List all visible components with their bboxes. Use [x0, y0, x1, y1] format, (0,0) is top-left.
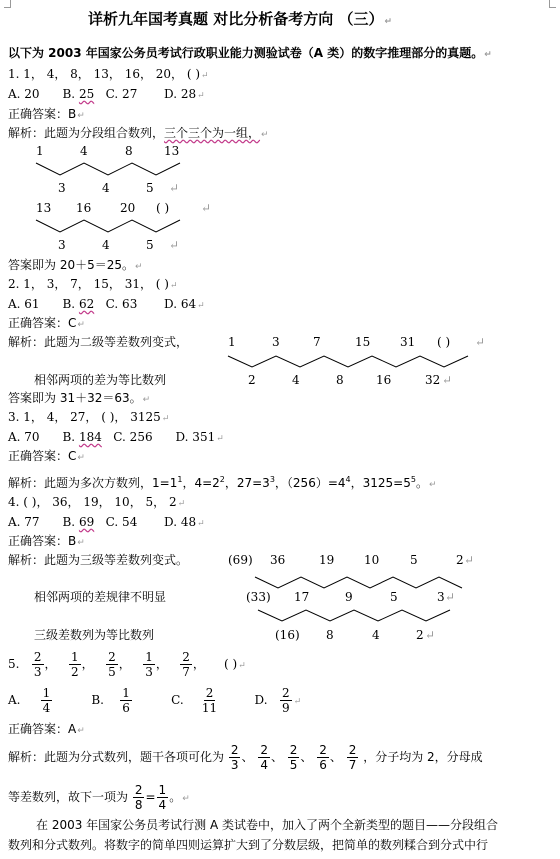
q2-conclusion: 答案即为 31＋32＝63。↵	[8, 391, 151, 405]
q2-sequence: 2. 1， 3， 7， 15， 31， ( )↵	[8, 277, 178, 291]
fraction: $\frac{1}{4}$	[42, 686, 51, 715]
q4-explanation: 解析：此题为三级等差数列变式。	[8, 553, 189, 567]
closing-paragraph-line1: 在 2003 年国家公务员考试行测 A 类试卷中，加入了两个全新类型的题目——分段组合	[36, 818, 499, 832]
diagram-bottom-number: 4	[292, 373, 300, 387]
fraction: $\frac{2}{9}$	[282, 686, 290, 715]
q2-note: 相邻两项的差为等比数列	[34, 373, 167, 387]
q2-answer: 正确答案：C↵	[8, 316, 85, 330]
diagram-third-number: 2	[416, 628, 424, 642]
fraction: $\frac{2}{5}$	[108, 650, 116, 679]
q1-options: A. 20 B. 25 C. 27 D. 28↵	[8, 87, 205, 101]
diagram-top-number: 19	[319, 553, 335, 567]
fraction: $\frac{2}{7}$	[348, 743, 357, 772]
fraction: $\frac{2}{11}$	[201, 686, 218, 715]
fraction: $\frac{1}{2}$	[71, 650, 79, 679]
q5-options: A. $\frac{1}{4}$ B. $\frac{1}{6}$ C. $\frac{2}{11}$ D. $\frac{2}{9}$ ↵	[8, 686, 302, 715]
diagram-top-number: 20	[120, 201, 136, 215]
q2-explanation: 解析：此题为二级等差数列变式，	[8, 335, 189, 349]
diagram-bottom-number: 2	[248, 373, 256, 387]
diagram-top-number: 10	[364, 553, 380, 567]
diagram-top-number: 13	[36, 201, 52, 215]
fraction: $\frac{2}{7}$	[182, 650, 190, 679]
diagram-top-number: ( )	[437, 335, 451, 349]
diagram-top-number: 7	[313, 335, 321, 349]
zigzag-line	[228, 356, 468, 367]
diagram-bottom-number: 17	[294, 590, 310, 604]
diagram-bottom-number: 16	[376, 373, 392, 387]
q4-sequence: 4. ( )， 36， 19， 10， 5， 2↵	[8, 495, 186, 509]
diagram-bottom-number: 4	[102, 238, 110, 252]
closing-paragraph-line2: 数列和分式数列。将数字的简单四则运算扩大到了分数层级，把简单的数列糅合到分式中行	[8, 838, 489, 852]
fraction: $\frac{2}{5}$	[289, 743, 298, 772]
diagram-bottom-number: 3	[58, 181, 66, 195]
diagram-bottom-number: 5	[146, 181, 154, 195]
fraction: $\frac{2}{3}$	[230, 743, 239, 772]
q3-sequence: 3. 1， 4， 27， ( )， 3125↵	[8, 410, 170, 424]
document-title: 详析九年国考真题 对比分析备考方向 （三）↵	[88, 10, 392, 28]
diagram-bottom-number: 32	[425, 373, 441, 387]
q5-explanation-cont: 等差数列，故下一项为 $\frac{2}{8}$ = $\frac{1}{4}$ 。↵	[8, 783, 190, 812]
diagram-bottom-number: (33)	[246, 590, 271, 604]
q3-answer: 正确答案：C↵	[8, 449, 85, 463]
zigzag-line	[36, 220, 180, 232]
diagram-top-number: 5	[410, 553, 418, 567]
diagram-bottom-number: 5	[390, 590, 398, 604]
diagram-third-number: 8	[326, 628, 334, 642]
diagram-top-number: 4	[80, 144, 88, 158]
fraction: $\frac{1}{4}$	[158, 783, 167, 812]
diagram-top-number: 3	[272, 335, 280, 349]
diagram-top-number: 15	[355, 335, 371, 349]
diagram-top-number: 8	[125, 144, 133, 158]
fraction: $\frac{2}{3}$	[33, 650, 42, 679]
fraction: $\frac{1}{6}$	[122, 686, 130, 715]
q3-explanation: 解析：此题为多次方数列，$1=1^1$，$4=2^2$，$27=3^3$，$(256)=4^4$，$3125=5^5$。↵	[8, 475, 437, 490]
diagram-bottom-number: 9	[345, 590, 353, 604]
q5-sequence: 5. $\frac{2}{3}$ ， $\frac{1}{2}$ ， $\frac{2}{5}$ ， $\frac{1}{3}$ ， $\frac{2}{7}$ ， ( )↵	[8, 650, 246, 679]
q3-options: A. 70 B. 184 C. 256 D. 351↵	[8, 430, 224, 444]
diagram-third-number: (16)	[275, 628, 300, 642]
diagram-third-number: 4	[372, 628, 380, 642]
q4-note: 相邻两项的差规律不明显	[34, 590, 167, 604]
q2-options: A. 61 B. 62 C. 63 D. 64↵	[8, 297, 205, 311]
q1-sequence: 1. 1， 4， 8， 13， 16， 20， ( )↵	[8, 67, 209, 81]
fraction: $\frac{2}{6}$	[319, 743, 327, 772]
q4-note2: 三级差数列为等比数列	[34, 628, 155, 642]
diagram-top-number: 13	[164, 144, 180, 158]
intro-line: 以下为 2003 年国家公务员考试行政职业能力测验试卷（A 类）的数字推理部分的真题。↵	[8, 46, 492, 60]
diagram-top-number: ( )	[156, 201, 170, 215]
diagram-top-number: 31	[400, 335, 416, 349]
document-page: 详析九年国考真题 对比分析备考方向 （三）↵ 以下为 2003 年国家公务员考试行政职业能力测验试卷（A 类）的数字推理部分的真题。↵ 1. 1， 4， 8， 13， 16， 20， ( )↵ A. 20 B. 25 C. 27 D. 28↵ 正确答案：B↵ 解析：此题为分段组合数列，三个三个为一组，↵ 1 4 8 13 3 4 5 ↵ 13 16 20 ( ) ↵ 3 4 5 ↵ 答案即为 20＋5＝25。↵ 2. 1， 3， 7， 15， 31， ( )↵ A. 61 B. 62 C. 63 D. 64↵ 正确答案：C↵ 解析：此题为二级等差数列变式， 1 3 7 15 31 ( ) ↵ 相邻两项的差为等比数列 2 4 8 16 32 ↵ 答案即为 31＋32＝63。↵ 3. 1， 4， 27， ( )， 3125↵ A. 70 B. 184 C. 256 D. 351↵ 正确答案：C↵ 解析：此题为多次方数列，$1=1^1$，$4=2^2$，$27=3^3$，$(256)=4^4$，$3125=5^5$。↵ 4. ( )， 36， 19， 10， 5， 2↵ A. 77 B. 69 C. 54 D. 48↵ 正确答案：B↵ 解析：此题为三级等差数列变式。 (69) 36 19 10 5 2 ↵ 相邻两项的差规律不明显 (33) 17 9 5 3 ↵ 三级差数列为等比数列 (16) 8 4 2 ↵ 5. $\frac{2}{3}$ ， $\frac{1}{2}$ ， $\frac{2}{5}$ ， $\frac{1}{3}$ ， $\frac{2}{7}$ ， ( )↵ A. $\frac{1}{4}$ B. $\frac{1}{6}$ C. $\frac{2}{11}$ D. $\frac{2}{9}$ ↵ 正确答案：A↵ 解析：此题为分式数列，题干各项可化为 $\frac{2}{3}$ 、 $\frac{2}{4}$ 、 $\frac{2}{5}$ 、 $\frac{2}{6}$ 、 $\frac{2}{7}$ ，分子均为 2，分母成 等差数列，故下一项为 $\frac{2}{8}$ = $\frac{1}{4}$ 。↵ 在 2003 年国家公务员考试行测 A 类试卷中，加入了两个全新类型的题目——分段组合 数列和分式数列。将数字的简单四则运算扩大到了分数层级，把简单的数列糅合到分式中行	[0, 0, 560, 859]
zigzag-line	[36, 163, 180, 175]
diagram-top-number: 1	[36, 144, 44, 158]
diagram-top-number: 2	[456, 553, 464, 567]
q1-conclusion: 答案即为 20＋5＝25。↵	[8, 258, 143, 272]
zigzag-line	[258, 610, 450, 621]
fraction: $\frac{2}{8}$	[134, 783, 143, 812]
diagram-bottom-number: 5	[146, 238, 154, 252]
q5-explanation: 解析：此题为分式数列，题干各项可化为 $\frac{2}{3}$ 、 $\frac{2}{4}$ 、 $\frac{2}{5}$ 、 $\frac{2}{6}$ 、 $\frac{2}{7}$ ，分子均为 2，分母成	[8, 743, 483, 772]
diagram-top-number: 1	[228, 335, 236, 349]
diagram-bottom-number: 3	[437, 590, 445, 604]
diagram-bottom-number: 3	[58, 238, 66, 252]
diagram-bottom-number: 8	[336, 373, 344, 387]
fraction: $\frac{2}{4}$	[260, 743, 268, 772]
q4-answer: 正确答案：B↵	[8, 534, 85, 548]
diagram-top-number: (69)	[228, 553, 253, 567]
fraction: $\frac{1}{3}$	[145, 650, 153, 679]
diagram-top-number: 36	[270, 553, 286, 567]
q1-explanation: 解析：此题为分段组合数列，三个三个为一组，↵	[8, 126, 269, 140]
q4-options: A. 77 B. 69 C. 54 D. 48↵	[8, 515, 205, 529]
diagram-top-number: 16	[76, 201, 92, 215]
zigzag-line	[255, 577, 462, 588]
q5-answer: 正确答案：A↵	[8, 722, 85, 736]
diagram-bottom-number: 4	[102, 181, 110, 195]
q1-answer: 正确答案：B↵	[8, 107, 85, 121]
